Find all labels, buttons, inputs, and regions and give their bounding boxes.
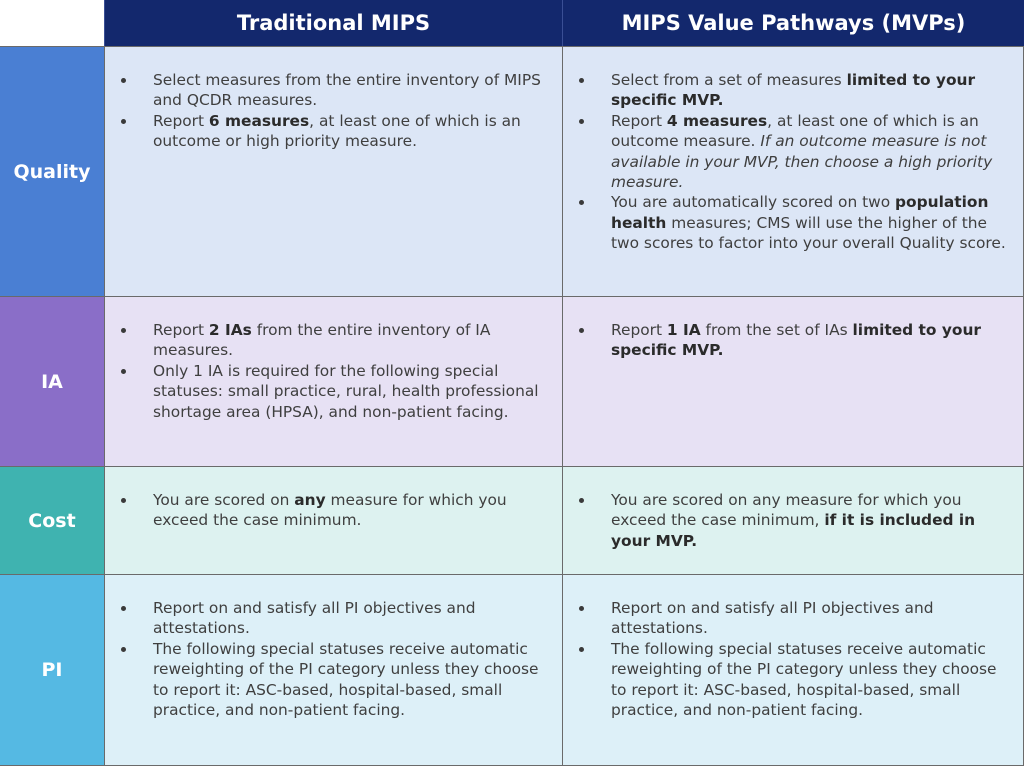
bullet-text-segment: 1 IA [666, 321, 701, 339]
bullet-item [573, 192, 1013, 253]
bullet-item [573, 70, 1013, 111]
bullet-text-segment: limited to your specific MVP. [611, 321, 981, 360]
column-header-mvps: MIPS Value Pathways (MVPs) [562, 0, 1024, 46]
bullet-text-segment: Report on and satisfy all PI objectives and attestations. [611, 599, 934, 638]
bullet-text-segment: limited to your specific MVP. [611, 71, 976, 110]
bullet-text-segment: Report [153, 321, 209, 339]
bullet-text-segment: You are automatically scored on two [611, 193, 896, 212]
bullet-text-segment: any [294, 491, 326, 509]
bullet-text-segment: measures; CMS will use the higher of the two scores to factor into your overall Quality score. [611, 213, 1006, 253]
bullet-text-segment: if it is included in your MVP. [611, 511, 976, 550]
bullet-item [573, 490, 1013, 551]
bullet-item [115, 70, 552, 111]
bullet-text-segment: You are scored on any measure for which you exceed the case minimum, [611, 491, 962, 530]
bullet-item [115, 639, 552, 721]
bullet-item [573, 598, 1013, 639]
bullet-item [115, 111, 552, 152]
bullet-item [115, 361, 552, 422]
bullet-text-segment: , at least one of which is an outcome or high priority measure. [153, 111, 521, 151]
bullet-text-segment: Select from a set of measures [611, 71, 847, 89]
cell-pi-traditional [104, 574, 562, 766]
bullet-text-segment: If an outcome measure is not available in your MVP, then choose a high priority measure. [611, 132, 993, 192]
bullet-text-segment: from the entire inventory of IA measures. [153, 321, 491, 360]
bullet-text-segment: measure for which you exceed the case minimum. [153, 491, 507, 530]
cell-ia-mvp [562, 296, 1024, 466]
bullet-item [115, 320, 552, 361]
cell-ia-traditional [104, 296, 562, 466]
bullet-list [573, 490, 1013, 551]
bullet-list [115, 70, 552, 152]
row-label-cost: Cost [0, 466, 104, 574]
bullet-text-segment: Report [153, 111, 209, 130]
bullet-text-segment: population health [611, 193, 989, 232]
bullet-text-segment: The following special statuses receive automatic reweighting of the PI category unless they choose to report it: ASC-based, hospital-based, small practice, and non-patient facing. [611, 639, 997, 720]
row-label-ia: IA [0, 296, 104, 466]
bullet-text-segment: , at least one of which is an outcome measure. [611, 111, 979, 151]
row-label-pi: PI [0, 574, 104, 766]
bullet-list [573, 70, 1013, 254]
bullet-item [573, 320, 1013, 361]
bullet-text-segment: The following special statuses receive automatic reweighting of the PI category unless they choose to report it: ASC-based, hospital-based, small practice, and non-patient facing. [153, 639, 539, 720]
bullet-text-segment: Report [611, 321, 667, 339]
bullet-list [573, 598, 1013, 720]
bullet-list [115, 320, 552, 422]
bullet-text-segment: Report [611, 111, 667, 130]
bullet-text-segment: from the set of IAs [700, 321, 853, 339]
bullet-text-segment: Select measures from the entire inventory of MIPS and QCDR measures. [153, 71, 541, 110]
cell-cost-mvp [562, 466, 1024, 574]
cell-quality-traditional [104, 46, 562, 296]
bullet-item [573, 639, 1013, 721]
table-corner [0, 0, 104, 46]
column-header-traditional-mips: Traditional MIPS [104, 0, 562, 46]
row-label-quality: Quality [0, 46, 104, 296]
bullet-text-segment: Only 1 IA is required for the following special statuses: small practice, rural, health professional shortage area (HPSA), and non-patient facing. [153, 361, 539, 421]
bullet-text-segment: Report on and satisfy all PI objectives and attestations. [153, 599, 476, 638]
bullet-item [115, 490, 552, 531]
bullet-text-segment: 4 measures [666, 111, 768, 130]
bullet-item [573, 111, 1013, 193]
cell-cost-traditional [104, 466, 562, 574]
bullet-text-segment: 6 measures [208, 111, 310, 130]
bullet-list [573, 320, 1013, 361]
bullet-text-segment: You are scored on [153, 491, 295, 509]
bullet-item [115, 598, 552, 639]
bullet-text-segment: 2 IAs [208, 321, 252, 339]
bullet-list [115, 598, 552, 720]
cell-pi-mvp [562, 574, 1024, 766]
cell-quality-mvp [562, 46, 1024, 296]
bullet-list [115, 490, 552, 531]
